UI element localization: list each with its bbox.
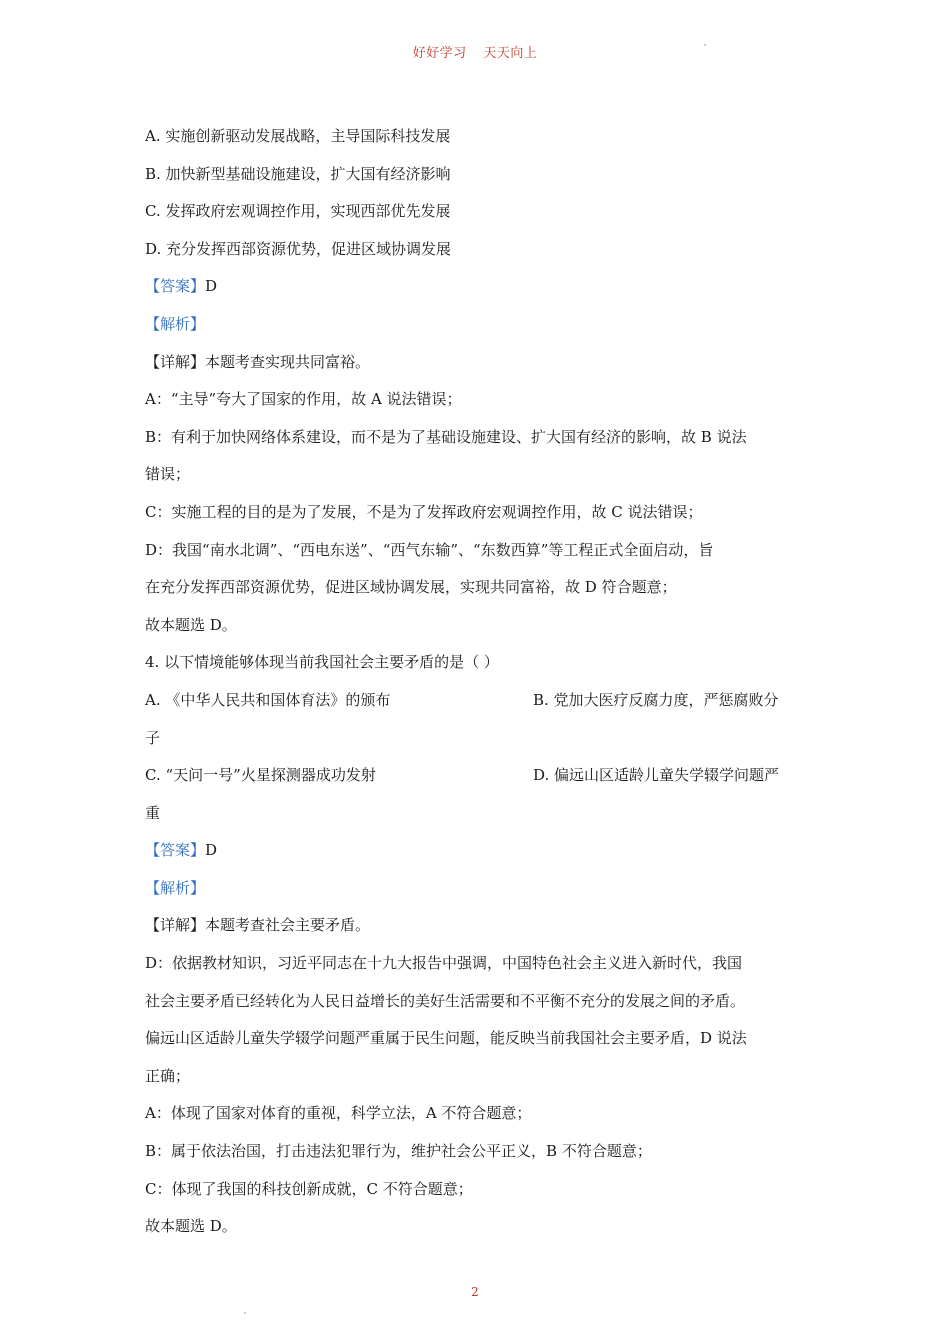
q4-explain-b: B：属于依法治国，打击违法犯罪行为，维护社会公平正义，B 不符合题意； bbox=[145, 1142, 652, 1161]
q3-option-c: C. 发挥政府宏观调控作用，实现西部优先发展 bbox=[145, 202, 451, 221]
document-body bbox=[145, 118, 810, 1246]
q4-answer bbox=[145, 832, 810, 870]
q4-answer-value: D bbox=[205, 841, 218, 860]
q4-explain-d-1: D：依据教材知识，习近平同志在十九大报告中强调，中国特色社会主义进入新时代，我国 bbox=[145, 954, 743, 973]
q3-detail-text: 本题考查实现共同富裕。 bbox=[205, 352, 371, 371]
q4-option-c: C. “天问一号”火星探测器成功发射 bbox=[145, 766, 376, 785]
q4-option-b-wrap: 子 bbox=[145, 728, 161, 747]
q4-options-row-2 bbox=[145, 757, 810, 795]
q3-option-b: B. 加快新型基础设施建设，扩大国有经济影响 bbox=[145, 164, 451, 183]
decorative-dot bbox=[704, 44, 706, 46]
q4-option-d: D. 偏远山区适龄儿童失学辍学问题严 bbox=[533, 766, 780, 785]
q4-options-row-1 bbox=[145, 682, 810, 720]
q3-analysis-tag: 【解析】 bbox=[145, 314, 206, 333]
q4-option-b: B. 党加大医疗反腐力度，严惩腐败分 bbox=[533, 690, 779, 709]
q4-answer-tag: 【答案】 bbox=[145, 841, 206, 860]
q3-explain-b-2: 错误； bbox=[145, 465, 191, 484]
page-number: 2 bbox=[471, 1285, 479, 1299]
q4-analysis-tag: 【解析】 bbox=[145, 878, 206, 897]
q3-explain-d-2: 在充分发挥西部资源优势，促进区域协调发展，实现共同富裕，故 D 符合题意； bbox=[145, 578, 677, 597]
q4-explain-d-2: 社会主要矛盾已经转化为人民日益增长的美好生活需要和不平衡不充分的发展之间的矛盾。 bbox=[145, 991, 746, 1010]
q4-detail-tag: 【详解】 bbox=[145, 916, 206, 935]
q4-detail-text: 本题考查社会主要矛盾。 bbox=[205, 916, 371, 935]
q4-option-a: A. 《中华人民共和国体育法》的颁布 bbox=[145, 690, 391, 709]
q4-conclusion: 故本题选 D。 bbox=[145, 1217, 237, 1236]
q3-explain-d-1: D：我国“南水北调”、“西电东送”、“西气东输”、“东数西算”等工程正式全面启动，旨 bbox=[145, 540, 714, 559]
q3-answer-tag: 【答案】 bbox=[145, 277, 206, 296]
q3-detail bbox=[145, 344, 810, 382]
decorative-dot-bottom bbox=[244, 1312, 246, 1314]
q3-answer bbox=[145, 268, 810, 306]
q3-conclusion: 故本题选 D。 bbox=[145, 615, 237, 634]
q3-answer-value: D bbox=[205, 277, 218, 296]
q3-explain-a: A：“主导”夸大了国家的作用，故 A 说法错误； bbox=[145, 390, 462, 409]
q4-detail bbox=[145, 907, 810, 945]
q3-explain-b-1: B：有利于加快网络体系建设，而不是为了基础设施建设、扩大国有经济的影响，故 B 说法 bbox=[145, 427, 747, 446]
q4-stem: 4. 以下情境能够体现当前我国社会主要矛盾的是（ ） bbox=[145, 653, 499, 672]
q4-explain-d-3: 偏远山区适龄儿童失学辍学问题严重属于民生问题，能反映当前我国社会主要矛盾，D 说法 bbox=[145, 1029, 747, 1048]
q4-option-d-wrap: 重 bbox=[145, 803, 161, 822]
page-header bbox=[0, 42, 950, 61]
q4-explain-c: C：体现了我国的科技创新成就，C 不符合题意； bbox=[145, 1179, 473, 1198]
header-left-text: 好好学习 bbox=[412, 46, 467, 61]
q3-option-d: D. 充分发挥西部资源优势，促进区域协调发展 bbox=[145, 239, 452, 258]
q3-option-a: A. 实施创新驱动发展战略，主导国际科技发展 bbox=[145, 127, 451, 145]
q3-explain-c: C：实施工程的目的是为了发展，不是为了发挥政府宏观调控作用，故 C 说法错误； bbox=[145, 502, 703, 521]
q4-explain-a: A：体现了国家对体育的重视，科学立法，A 不符合题意； bbox=[145, 1104, 532, 1123]
q3-detail-tag: 【详解】 bbox=[145, 352, 206, 371]
q4-explain-d-4: 正确； bbox=[145, 1066, 191, 1085]
header-right-text: 天天向上 bbox=[483, 46, 538, 61]
